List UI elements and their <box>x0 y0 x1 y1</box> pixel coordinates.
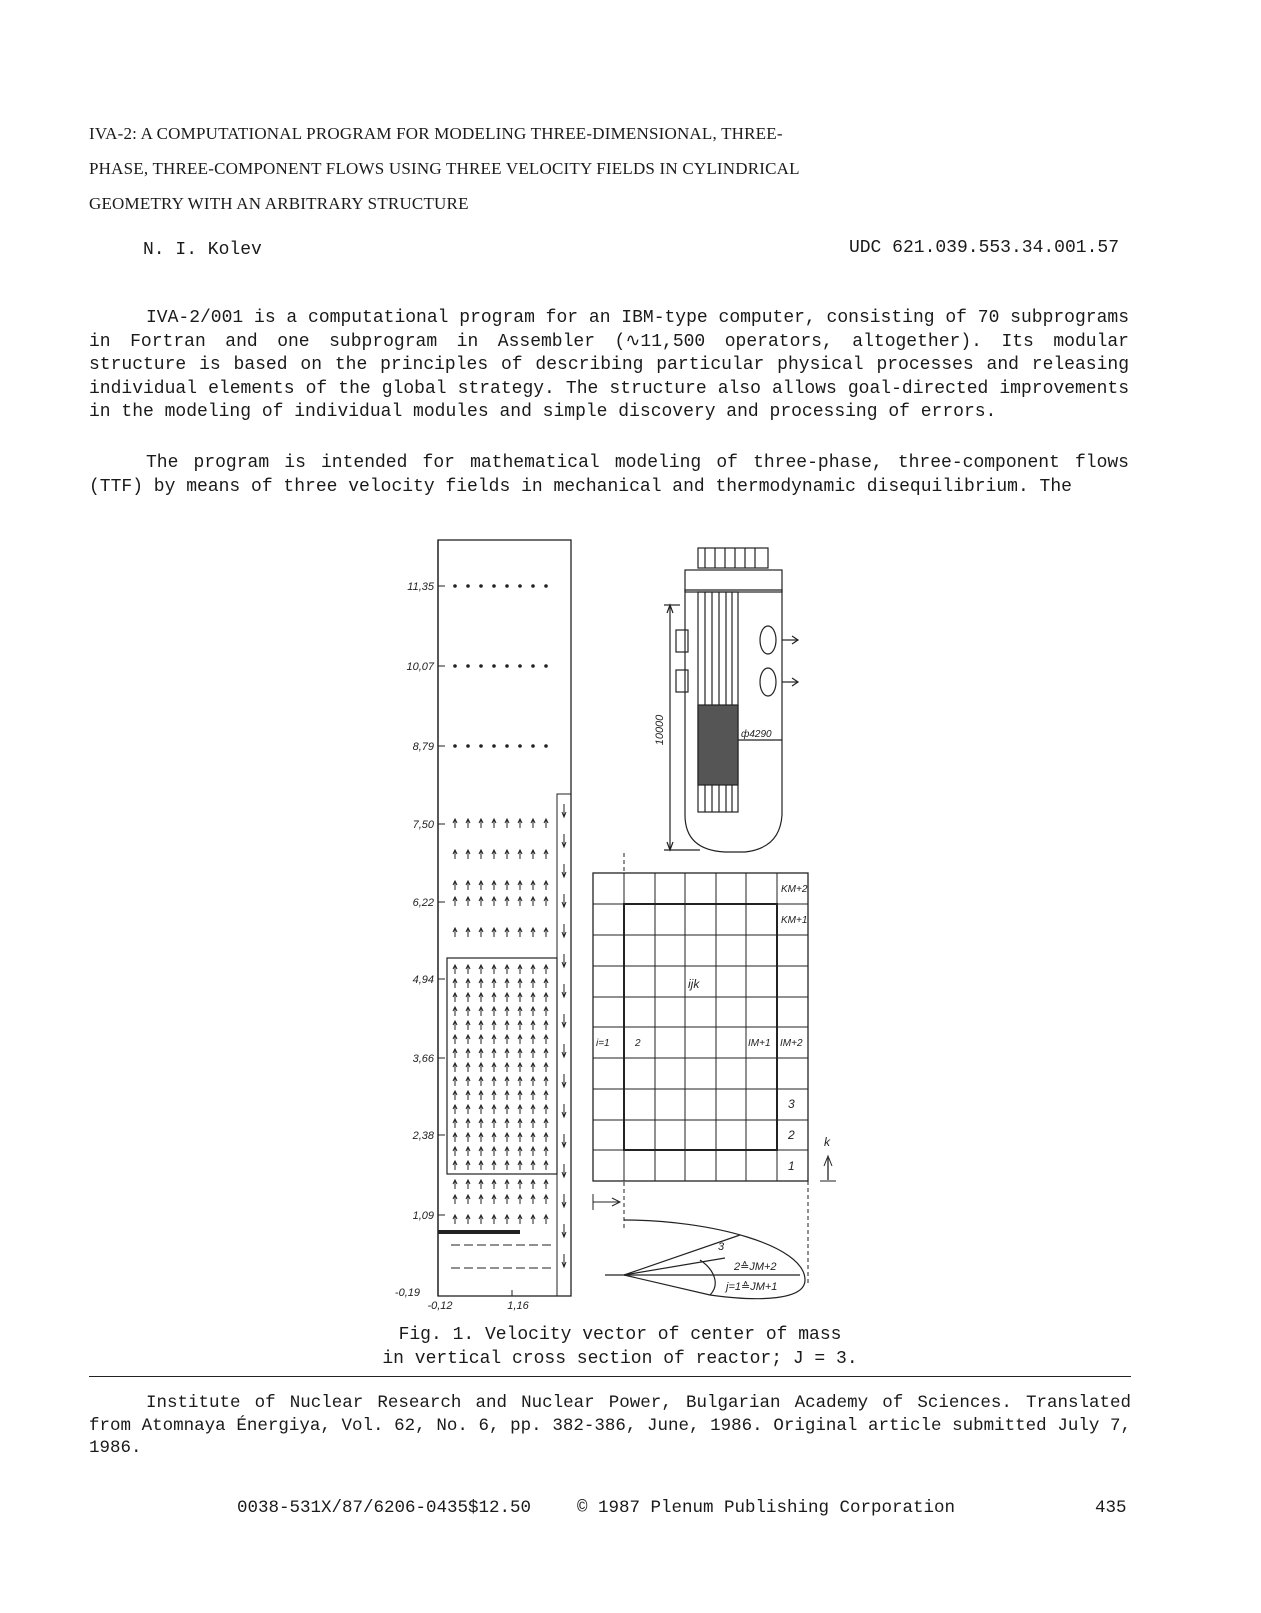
sector-label-2: 2≙JM+2 <box>734 1261 777 1273</box>
velocity-arrow <box>532 665 535 668</box>
velocity-arrow <box>545 745 548 748</box>
grid-label-ijk: ijk <box>688 977 700 991</box>
grid-label-i1: i=1 <box>596 1038 610 1049</box>
velocity-arrow <box>493 745 496 748</box>
paragraph-1: IVA-2/001 is a computational program for an IBM-type computer, consisting of 70 subprograms in Fortran and one subprogram in Assembler (∿11,500 operators, altogether). Its modular structure is based on the principles of describing particular physical processes and releasing individual elements of the global strategy. The structure also allows goal-directed improvements in the modeling of individual modules and simple discovery and processing of errors. <box>89 308 1129 422</box>
height-dimension-label: 10000 <box>654 714 666 746</box>
velocity-arrow <box>480 745 483 748</box>
y-tick-label: 6,22 <box>412 897 434 909</box>
y-tick-label: 8,79 <box>412 741 434 753</box>
footer-code: 0038-531X/87/6206-0435$12.50 <box>237 1498 532 1518</box>
x-tick-label: 1,16 <box>507 1300 529 1312</box>
velocity-arrow <box>506 665 509 668</box>
velocity-arrows <box>451 585 566 1268</box>
affiliation-footnote: Institute of Nuclear Research and Nuclear Power, Bulgarian Academy of Sciences. Translated from Atomnaya Énergiya, Vol. 62, No. 6, pp. 382-386, June, 1986. Original article submitted July 7, 1986. <box>89 1393 1131 1458</box>
y-tick-label: -0,19 <box>394 1287 420 1299</box>
figure-caption-line-1: Fig. 1. Velocity vector of center of mass <box>398 1325 842 1345</box>
velocity-arrow <box>506 745 509 748</box>
grid-label-k2: 2 <box>788 1128 795 1142</box>
y-tick-label: 7,50 <box>412 819 434 831</box>
grid-label-k-axis: k <box>824 1135 830 1149</box>
x-tick-label: -0,12 <box>427 1300 453 1312</box>
sector-label-3: 3 <box>718 1241 725 1253</box>
velocity-arrow <box>493 585 496 588</box>
velocity-arrow <box>506 585 509 588</box>
grid-label-im1: IM+1 <box>748 1038 771 1049</box>
paragraph-2: The program is intended for mathematical modeling of three-phase, three-component flows (TTF) by means of three velocity fields in mechanical and thermodynamic disequilibrium. The <box>89 453 1129 497</box>
velocity-arrow <box>519 665 522 668</box>
velocity-arrow <box>532 585 535 588</box>
velocity-arrow <box>545 665 548 668</box>
y-tick-label: 11,35 <box>407 581 434 593</box>
sector-label-1: j=1≙JM+1 <box>726 1281 778 1293</box>
y-tick-label: 10,07 <box>406 661 434 673</box>
grid-label-km2: KM+2 <box>781 884 808 895</box>
velocity-arrow <box>545 585 548 588</box>
velocity-arrow <box>519 745 522 748</box>
author: N. I. Kolev <box>143 240 262 260</box>
velocity-arrow <box>480 665 483 668</box>
velocity-arrow <box>454 585 457 588</box>
velocity-arrow <box>532 745 535 748</box>
y-tick-label: 4,94 <box>412 974 434 986</box>
velocity-arrow <box>454 745 457 748</box>
grid-label-k3: 3 <box>788 1097 795 1111</box>
velocity-arrow <box>467 585 470 588</box>
velocity-arrow <box>480 585 483 588</box>
grid-label-km1: KM+1 <box>781 915 808 926</box>
reactor-vessel-sketch <box>664 548 798 852</box>
title-line-3: GEOMETRY WITH AN ARBITRARY STRUCTURE <box>89 194 469 213</box>
velocity-arrow <box>454 665 457 668</box>
grid-label-2: 2 <box>635 1038 641 1049</box>
velocity-arrow <box>467 665 470 668</box>
figure-caption-line-2: in vertical cross section of reactor; J = 3. <box>382 1349 858 1369</box>
y-tick-label: 1,09 <box>412 1210 434 1222</box>
footnote-divider <box>89 1376 1131 1377</box>
diameter-dimension-label: ф4290 <box>741 729 772 740</box>
velocity-arrow <box>467 745 470 748</box>
velocity-field-panel <box>438 540 571 1296</box>
velocity-arrow <box>519 585 522 588</box>
title-line-2: PHASE, THREE-COMPONENT FLOWS USING THREE VELOCITY FIELDS IN CYLINDRICAL <box>89 159 800 178</box>
y-tick-label: 2,38 <box>412 1130 434 1142</box>
grid-label-im2: IM+2 <box>780 1038 803 1049</box>
udc-code: UDC 621.039.553.34.001.57 <box>848 238 1119 258</box>
y-tick-label: 3,66 <box>412 1053 434 1065</box>
grid-label-k1: 1 <box>788 1159 795 1173</box>
figure-1 <box>380 530 850 1320</box>
velocity-arrow <box>493 665 496 668</box>
footer-copyright: © 1987 Plenum Publishing Corporation <box>577 1498 956 1518</box>
page-number: 435 <box>1095 1498 1127 1518</box>
title-line-1: IVA-2: A COMPUTATIONAL PROGRAM FOR MODELING THREE-DIMENSIONAL, THREE- <box>89 124 783 143</box>
